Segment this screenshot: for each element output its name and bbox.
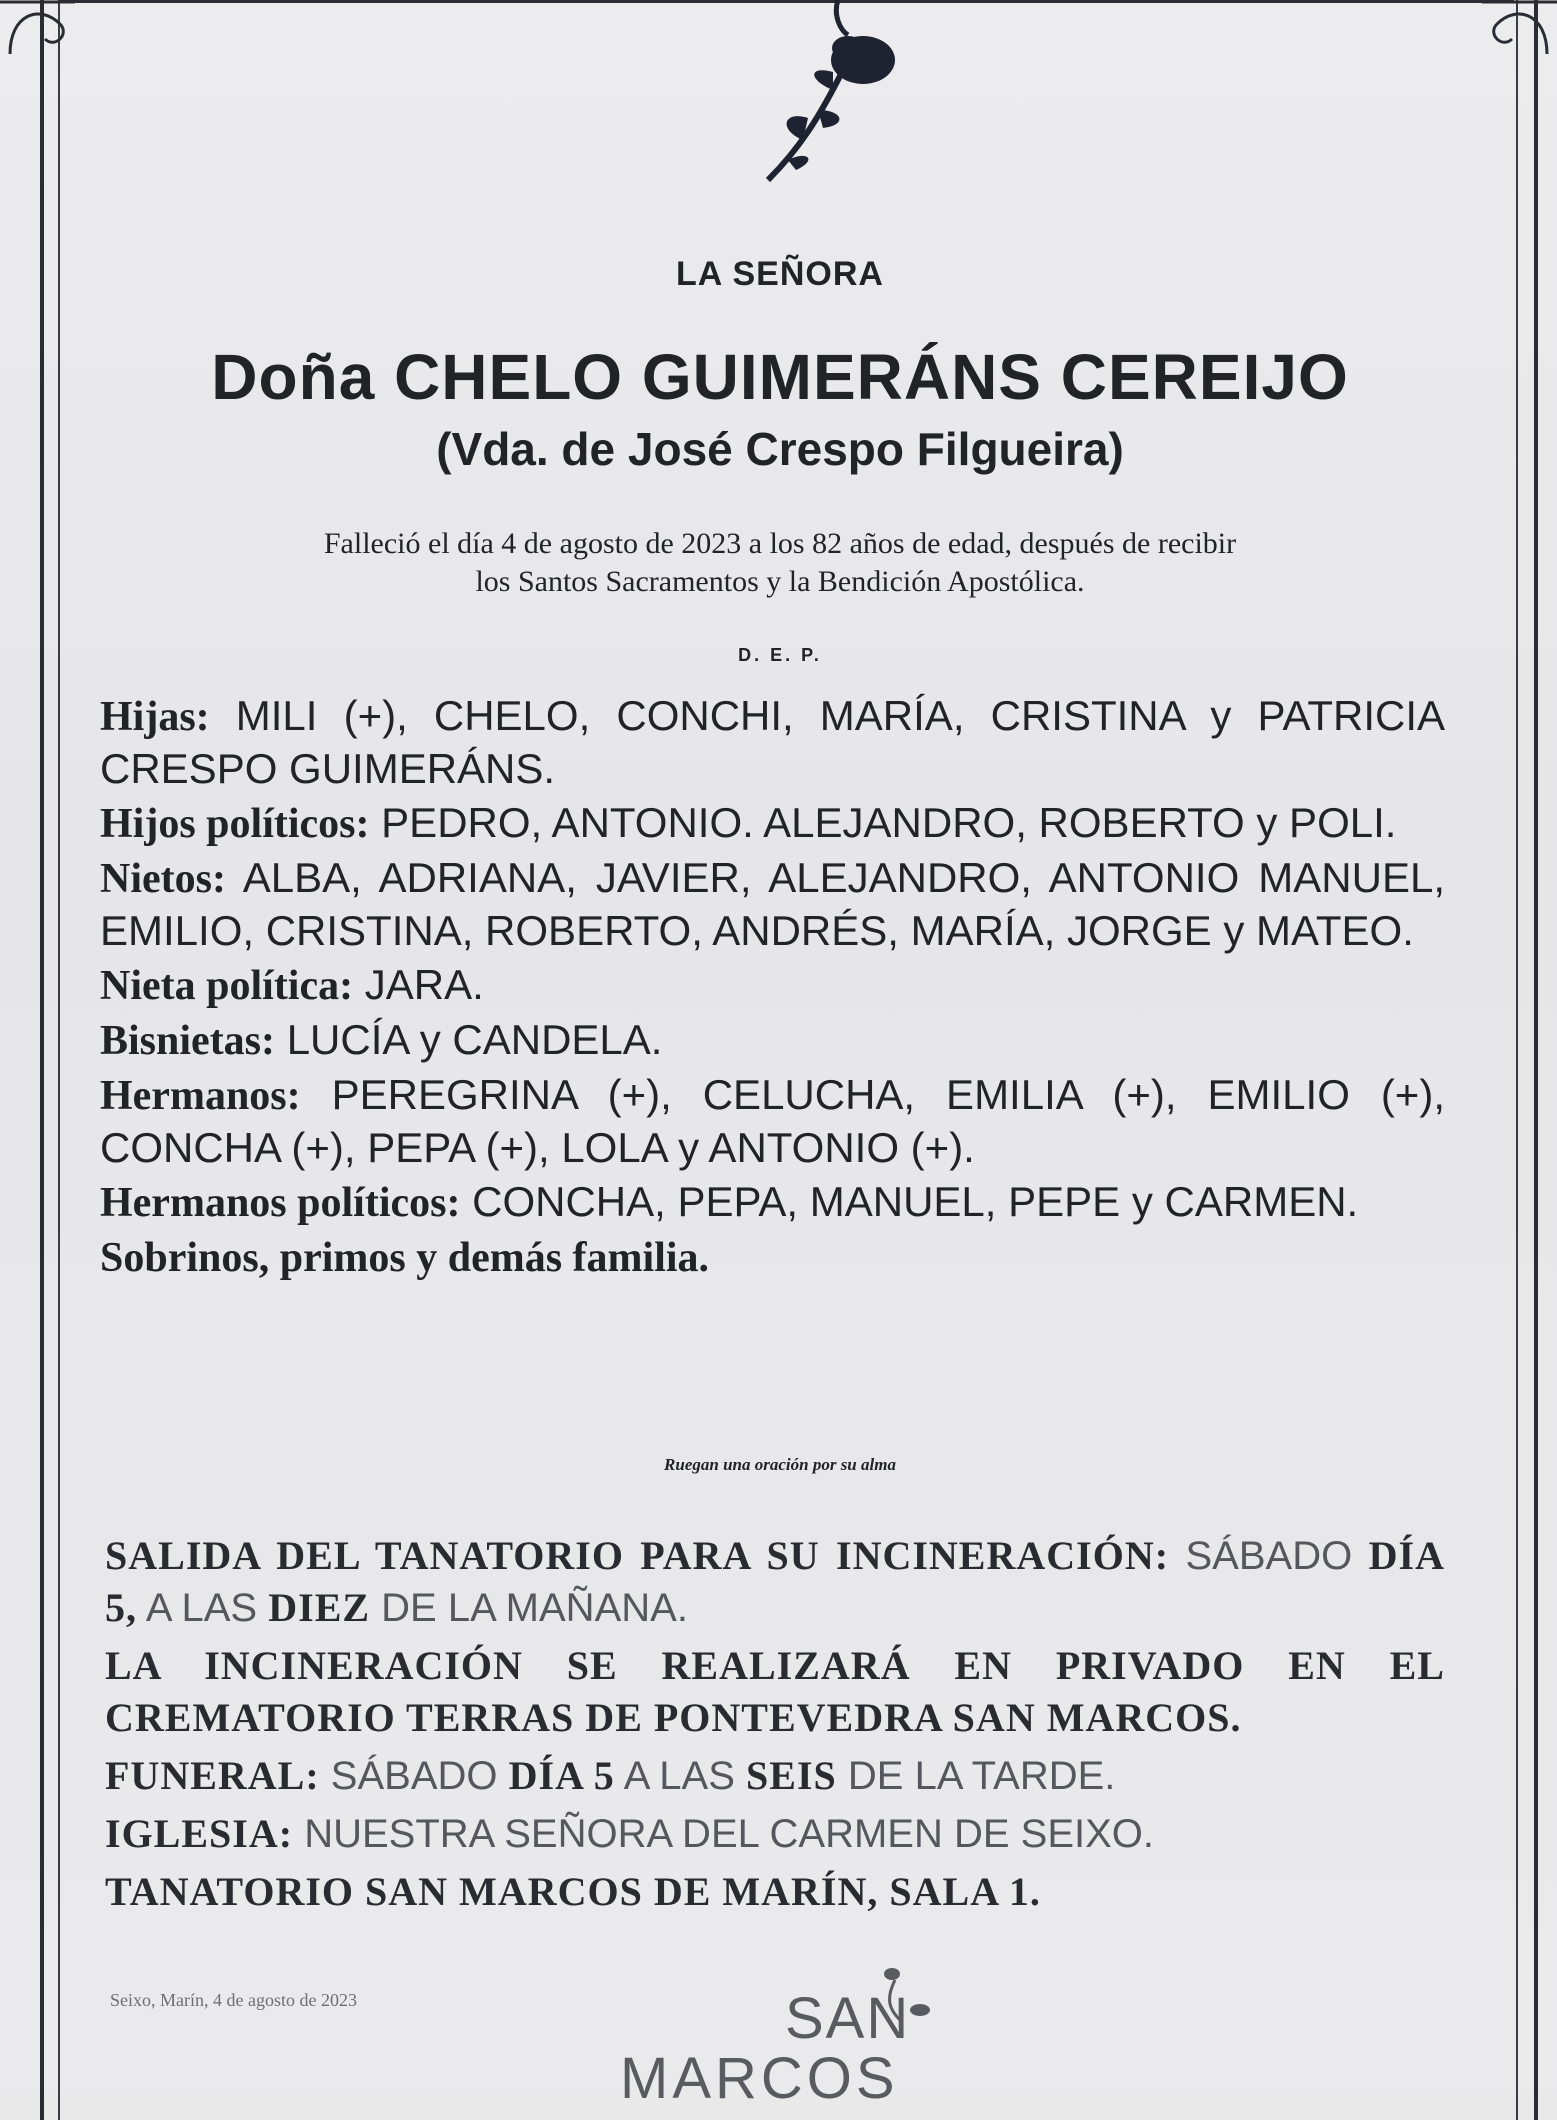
cremation-info — [105, 1640, 1445, 1744]
widow-of: (Vda. de José Crespo Filgueira) — [436, 423, 1124, 475]
funeral-home: TANATORIO SAN MARCOS DE MARÍN, SALA 1. — [105, 1869, 1041, 1914]
family-members: MILI (+), CHELO, CONCHI, MARÍA, CRISTINA y PATRICIA CRESPO GUIMERÁNS. — [100, 692, 1446, 792]
funeral-home-info — [105, 1866, 1445, 1918]
funeral-date: DÍA 5 — [508, 1753, 615, 1798]
service-details — [105, 1530, 1445, 1924]
family-label: Sobrinos, primos y demás familia. — [100, 1235, 710, 1281]
departure-label: SALIDA DEL TANATORIO PARA SU INCINERACIÓN: — [105, 1533, 1170, 1578]
church-label: IGLESIA: — [105, 1811, 294, 1856]
family-entry — [100, 690, 1445, 795]
death-notice-line1: Falleció el día 4 de agosto de 2023 a los 82 años de edad, después de recibir — [323, 527, 1237, 560]
departure-date: DÍA 5, — [105, 1533, 1445, 1630]
family-members: JARA. — [364, 961, 484, 1008]
family-members: LUCÍA y CANDELA. — [286, 1016, 663, 1063]
deceased-name: Doña CHELO GUIMERÁNS CEREIJO — [211, 341, 1349, 413]
funeral-tail: DE LA TARDE. — [847, 1754, 1116, 1798]
cremation-text: LA INCINERACIÓN SE REALIZARÁ EN PRIVADO EN EL CREMATORIO TERRAS DE PONTEVEDRA SAN MARCOS. — [105, 1643, 1445, 1740]
family-label: Bisnietas: — [100, 1018, 276, 1064]
corner-ornament-left-icon — [0, 0, 80, 64]
family-entry — [100, 852, 1445, 957]
family-label: Hermanos: — [100, 1073, 301, 1119]
rip-label: D. E. P. — [738, 645, 822, 665]
funeral-at: A LAS — [623, 1754, 735, 1798]
title-prefix: LA SEÑORA — [676, 255, 884, 293]
church-info — [105, 1808, 1445, 1860]
funeral-label: FUNERAL: — [105, 1753, 320, 1798]
family-entry — [100, 797, 1445, 850]
family-label: Hermanos políticos: — [100, 1180, 461, 1226]
logo-text-line2: MARCOS — [620, 2046, 899, 2111]
death-notice-line2: los Santos Sacramentos y la Bendición Apostólica. — [475, 565, 1085, 598]
family-entry — [100, 1231, 1445, 1284]
family-label: Nieta política: — [100, 963, 354, 1009]
corner-ornament-right-icon — [1477, 0, 1557, 64]
family-members: ALBA, ADRIANA, JAVIER, ALEJANDRO, ANTONIO MANUEL, EMILIO, CRISTINA, ROBERTO, ANDRÉS, MARÍA, JORGE y MATEO. — [100, 854, 1445, 954]
prayer-request: Ruegan una oración por su alma — [664, 1455, 896, 1474]
family-list — [100, 690, 1445, 1286]
departure-hour: DIEZ — [268, 1585, 371, 1630]
family-entry — [100, 959, 1445, 1012]
funeral-day: SÁBADO — [330, 1754, 498, 1798]
family-entry — [100, 1014, 1445, 1067]
family-label: Nietos: — [100, 856, 226, 902]
departure-tail: DE LA MAÑANA. — [381, 1586, 688, 1630]
logo-text-line1: SAN — [785, 1986, 911, 2051]
funeral-info — [105, 1750, 1445, 1802]
family-members: PEREGRINA (+), CELUCHA, EMILIA (+), EMILIO (+), CONCHA (+), PEPA (+), LOLA y ANTONIO (+). — [100, 1071, 1445, 1171]
departure-at: A LAS — [145, 1586, 258, 1630]
family-entry — [100, 1069, 1445, 1174]
church-name: NUESTRA SEÑORA DEL CARMEN DE SEIXO. — [304, 1812, 1155, 1856]
family-label: Hijos políticos: — [100, 801, 370, 847]
family-label: Hijas: — [100, 694, 210, 740]
family-members: PEDRO, ANTONIO. ALEJANDRO, ROBERTO y POLI. — [381, 799, 1397, 846]
rose-icon — [748, 0, 918, 190]
departure-info — [105, 1530, 1445, 1634]
family-members: CONCHA, PEPA, MANUEL, PEPE y CARMEN. — [472, 1178, 1359, 1225]
place-date: Seixo, Marín, 4 de agosto de 2023 — [110, 1990, 357, 2010]
funeral-hour: SEIS — [746, 1753, 837, 1798]
death-notice — [60, 525, 1500, 601]
departure-day: SÁBADO — [1185, 1534, 1353, 1578]
family-entry — [100, 1176, 1445, 1229]
